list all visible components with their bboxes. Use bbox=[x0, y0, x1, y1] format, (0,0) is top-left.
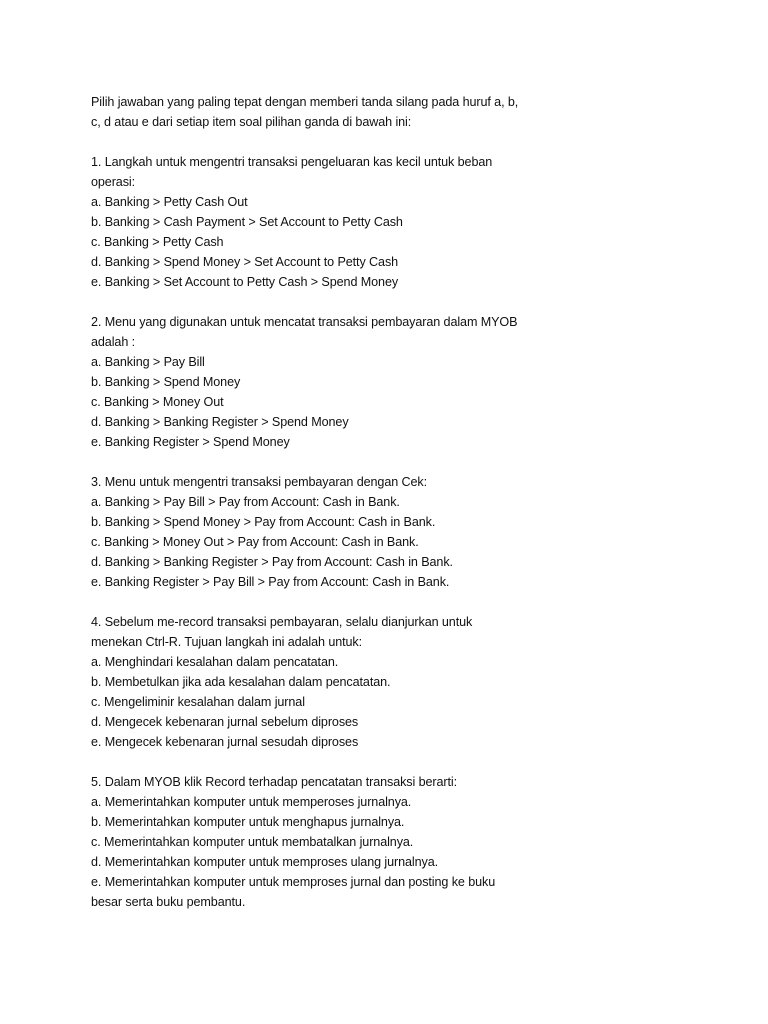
question-1 bbox=[91, 152, 711, 292]
answer-option-a: a. Banking > Pay Bill bbox=[91, 355, 205, 369]
question-stem: 5. Dalam MYOB klik Record terhadap pencatatan transaksi berarti: bbox=[91, 775, 457, 789]
question-4 bbox=[91, 612, 711, 752]
answer-option-c: c. Banking > Petty Cash bbox=[91, 235, 224, 249]
instructions bbox=[91, 92, 711, 132]
answer-option-d: d. Banking > Banking Register > Pay from Account: Cash in Bank. bbox=[91, 555, 453, 569]
answer-option-e: e. Mengecek kebenaran jurnal sesudah diproses bbox=[91, 735, 359, 749]
question-stem: 1. Langkah untuk mengentri transaksi pengeluaran kas kecil untuk beban bbox=[91, 155, 493, 169]
answer-option-a: a. Memerintahkan komputer untuk memperoses jurnalnya. bbox=[91, 795, 412, 809]
answer-option-c: c. Memerintahkan komputer untuk membatalkan jurnalnya. bbox=[91, 835, 414, 849]
answer-option-c: c. Mengeliminir kesalahan dalam jurnal bbox=[91, 695, 305, 709]
answer-option-e: e. Banking Register > Spend Money bbox=[91, 435, 290, 449]
answer-option-c: c. Banking > Money Out > Pay from Account: Cash in Bank. bbox=[91, 535, 419, 549]
question-stem: 4. Sebelum me-record transaksi pembayaran, selalu dianjurkan untuk bbox=[91, 615, 473, 629]
spacer bbox=[91, 752, 711, 772]
answer-option-e: e. Memerintahkan komputer untuk memproses jurnal dan posting ke buku bbox=[91, 875, 496, 889]
answer-option-b: b. Memerintahkan komputer untuk menghapus jurnalnya. bbox=[91, 815, 405, 829]
spacer bbox=[91, 452, 711, 472]
question-stem: menekan Ctrl-R. Tujuan langkah ini adalah untuk: bbox=[91, 635, 363, 649]
answer-option-d: d. Banking > Banking Register > Spend Money bbox=[91, 415, 349, 429]
spacer bbox=[91, 132, 711, 152]
answer-option-c: c. Banking > Money Out bbox=[91, 395, 224, 409]
question-2 bbox=[91, 312, 711, 452]
question-5 bbox=[91, 772, 711, 912]
answer-option-a: a. Banking > Pay Bill > Pay from Account: Cash in Bank. bbox=[91, 495, 400, 509]
question-stem: operasi: bbox=[91, 175, 136, 189]
question-stem: adalah : bbox=[91, 335, 136, 349]
answer-option-d: d. Memerintahkan komputer untuk memproses ulang jurnalnya. bbox=[91, 855, 439, 869]
answer-option-e-continued: besar serta buku pembantu. bbox=[91, 895, 246, 909]
instructions-line: Pilih jawaban yang paling tepat dengan memberi tanda silang pada huruf a, b, bbox=[91, 95, 519, 109]
answer-option-b: b. Banking > Spend Money bbox=[91, 375, 241, 389]
answer-option-b: b. Membetulkan jika ada kesalahan dalam pencatatan. bbox=[91, 675, 391, 689]
answer-option-a: a. Banking > Petty Cash Out bbox=[91, 195, 248, 209]
spacer bbox=[91, 592, 711, 612]
spacer bbox=[91, 292, 711, 312]
instructions-line: c, d atau e dari setiap item soal pilihan ganda di bawah ini: bbox=[91, 115, 412, 129]
answer-option-a: a. Menghindari kesalahan dalam pencatatan. bbox=[91, 655, 339, 669]
question-stem: 2. Menu yang digunakan untuk mencatat transaksi pembayaran dalam MYOB bbox=[91, 315, 518, 329]
answer-option-b: b. Banking > Spend Money > Pay from Account: Cash in Bank. bbox=[91, 515, 436, 529]
answer-option-b: b. Banking > Cash Payment > Set Account to Petty Cash bbox=[91, 215, 403, 229]
answer-option-e: e. Banking Register > Pay Bill > Pay from Account: Cash in Bank. bbox=[91, 575, 450, 589]
question-3 bbox=[91, 472, 711, 592]
question-stem: 3. Menu untuk mengentri transaksi pembayaran dengan Cek: bbox=[91, 475, 428, 489]
answer-option-d: d. Banking > Spend Money > Set Account to Petty Cash bbox=[91, 255, 399, 269]
document-body bbox=[91, 92, 711, 912]
answer-option-d: d. Mengecek kebenaran jurnal sebelum diproses bbox=[91, 715, 359, 729]
answer-option-e: e. Banking > Set Account to Petty Cash > Spend Money bbox=[91, 275, 399, 289]
